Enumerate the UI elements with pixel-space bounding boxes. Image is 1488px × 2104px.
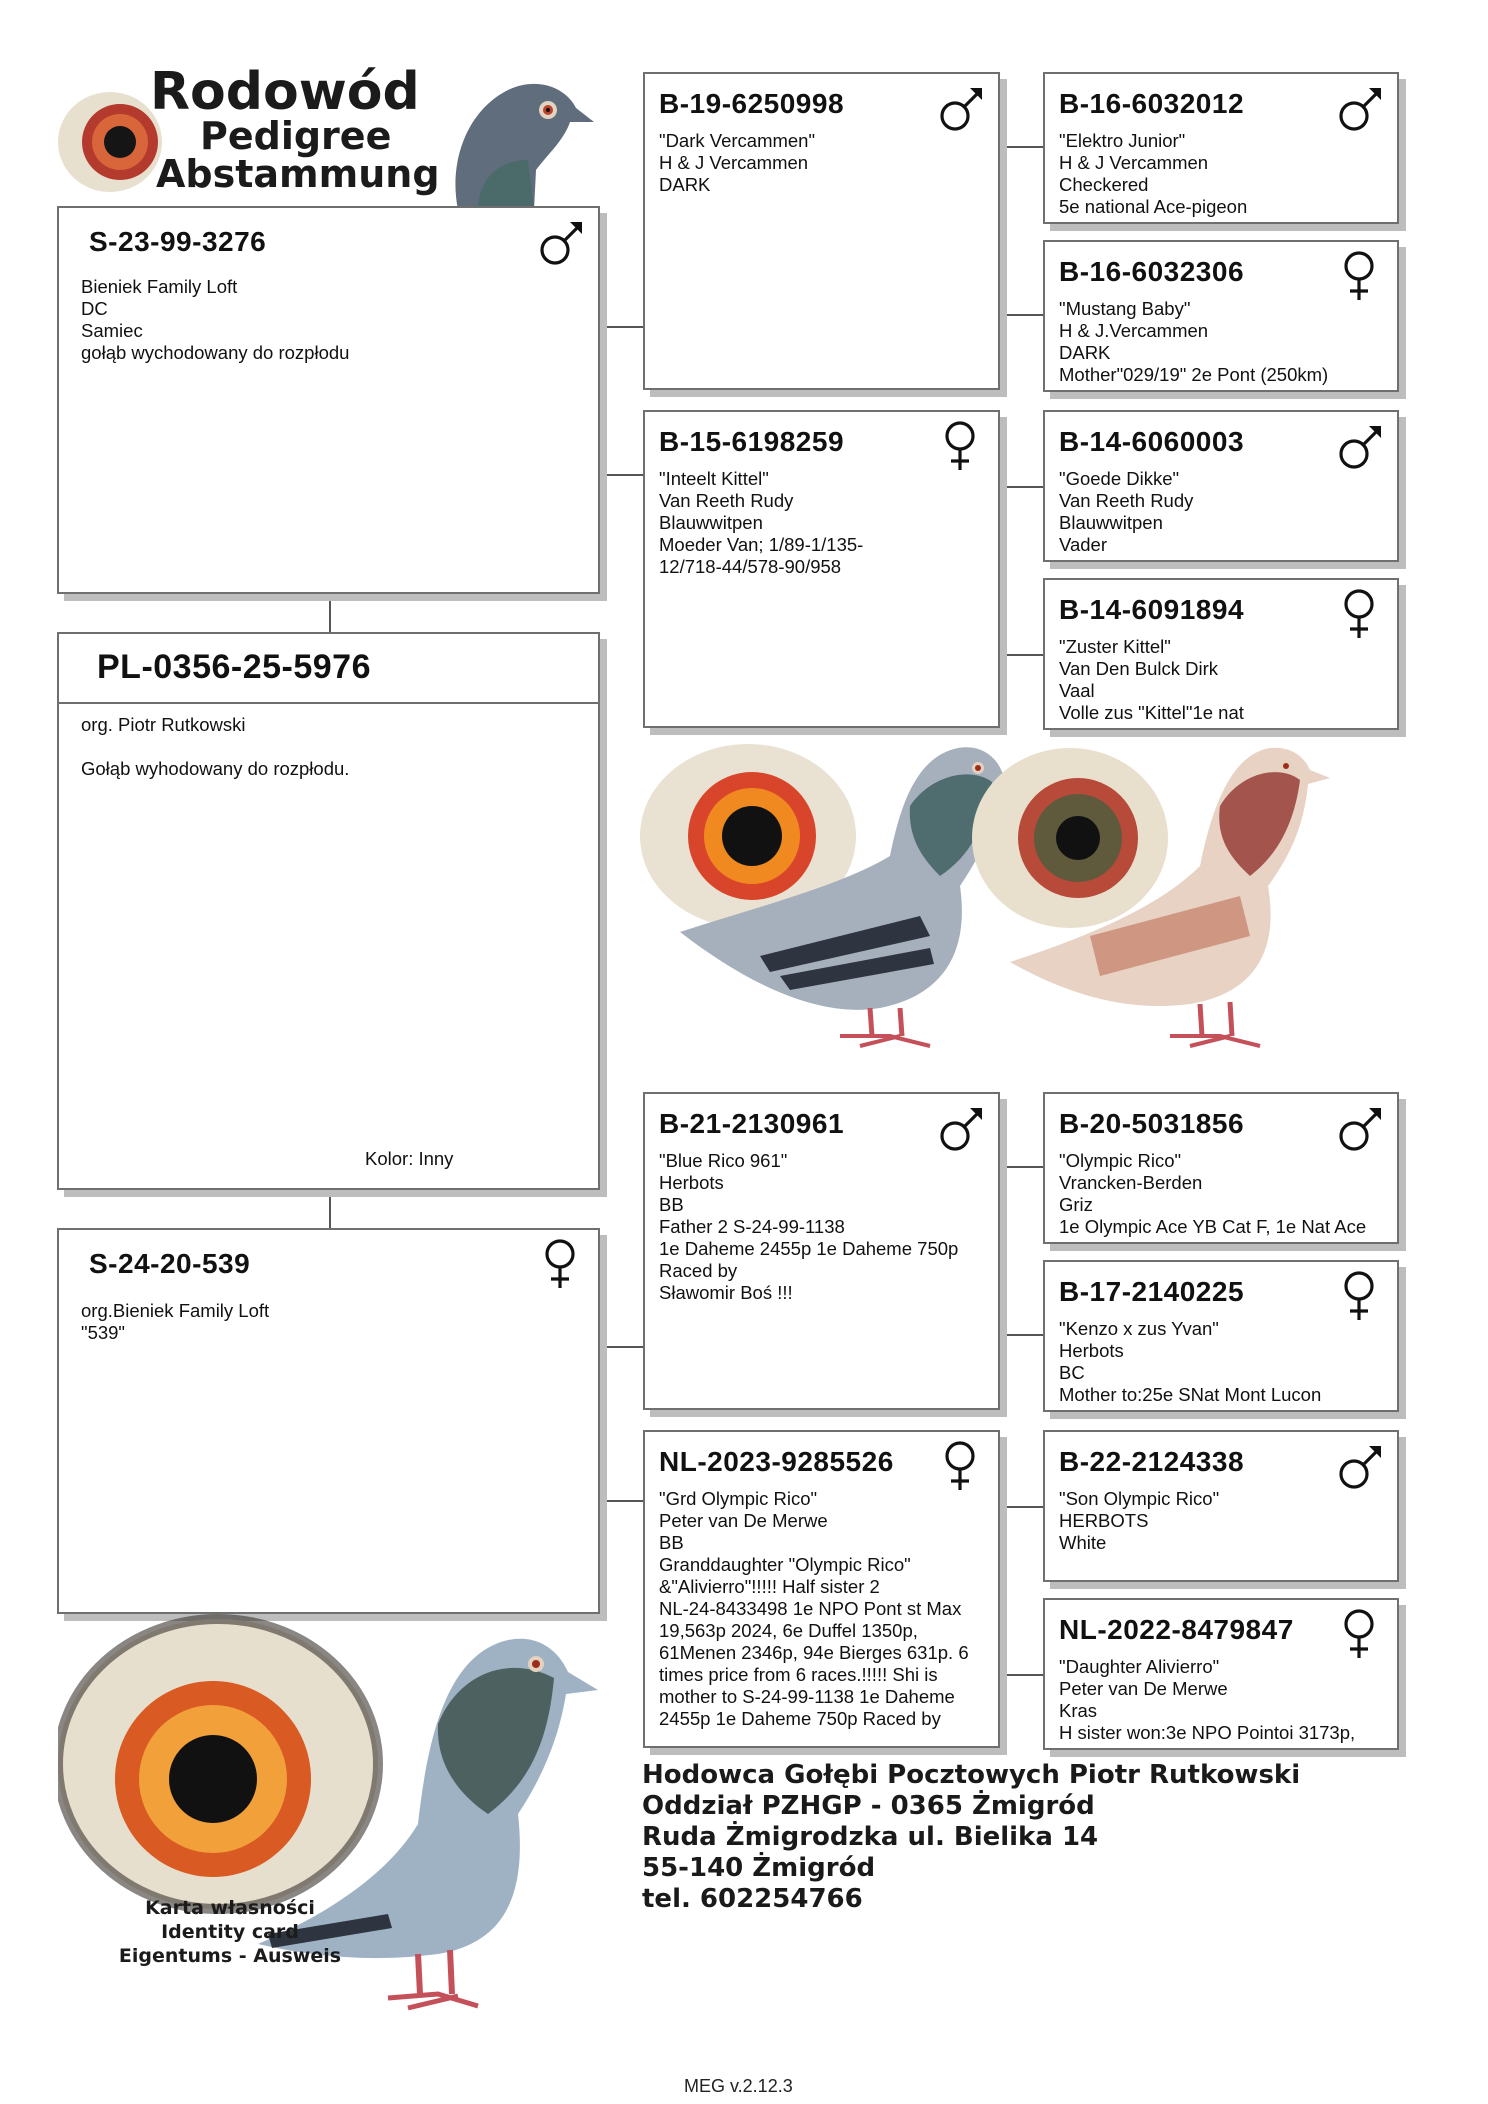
father-card[interactable] bbox=[57, 206, 600, 594]
connector bbox=[599, 1500, 643, 1502]
pigeon-details: "Zuster Kittel" Van Den Bulck Dirk Vaal Volle zus "Kittel"1e nat bbox=[1059, 636, 1244, 723]
connector bbox=[999, 1166, 1043, 1168]
connector bbox=[329, 594, 331, 632]
mother-card[interactable] bbox=[57, 1228, 600, 1614]
divider bbox=[59, 702, 598, 704]
pigeon-details: "Kenzo x zus Yvan" Herbots BC Mother to:25e SNat Mont Lucon bbox=[1059, 1318, 1322, 1405]
mmf-card[interactable] bbox=[1043, 1430, 1399, 1582]
pigeon-details: "Olympic Rico" Vrancken-Berden Griz 1e Olympic Ace YB Cat F, 1e Nat Ace bbox=[1059, 1150, 1367, 1237]
female-icon bbox=[536, 1236, 584, 1292]
mmm-card[interactable] bbox=[1043, 1598, 1399, 1750]
male-icon bbox=[936, 1100, 984, 1156]
ring-number: B-16-6032306 bbox=[1059, 256, 1245, 287]
ffm-card[interactable] bbox=[1043, 240, 1399, 392]
title-pl: Rodowód bbox=[150, 62, 420, 122]
connector bbox=[599, 326, 643, 328]
fm-card[interactable] bbox=[643, 410, 1000, 728]
pigeon-details: "Blue Rico 961" Herbots BB Father 2 S-24-99-1138 1e Daheme 2455p 1e Daheme 750p Raced by Sławomir Boś !!! bbox=[659, 1150, 959, 1303]
female-icon bbox=[936, 1438, 984, 1494]
ring-number: NL-2023-9285526 bbox=[659, 1446, 894, 1477]
male-icon bbox=[1335, 80, 1383, 136]
ring-number: B-17-2140225 bbox=[1059, 1276, 1245, 1307]
breeder-address: Hodowca Gołębi Pocztowych Piotr Rutkowski Oddział PZHGP - 0365 Żmigród Ruda Żmigrodzka ul. Bielika 14 55-140 Żmigród tel. 602254766 bbox=[642, 1760, 1301, 1914]
male-icon bbox=[936, 80, 984, 136]
connector bbox=[999, 1674, 1043, 1676]
pigeon-details: "Son Olympic Rico" HERBOTS White bbox=[1059, 1488, 1220, 1553]
connector bbox=[999, 314, 1043, 316]
ff-card[interactable] bbox=[643, 72, 1000, 390]
ring-number: B-21-2130961 bbox=[659, 1108, 845, 1139]
eye-icon bbox=[58, 1619, 378, 1909]
eye-icon bbox=[972, 748, 1168, 928]
pigeon-details: "Dark Vercammen" H & J Vercammen DARK bbox=[659, 130, 816, 195]
title-de: Abstammung bbox=[156, 152, 440, 196]
connector bbox=[999, 146, 1043, 148]
fmf-card[interactable] bbox=[1043, 410, 1399, 562]
fmm-card[interactable] bbox=[1043, 578, 1399, 730]
version-label: MEG v.2.12.3 bbox=[684, 2076, 793, 2096]
male-icon bbox=[1335, 1438, 1383, 1494]
ring-number: B-16-6032012 bbox=[1059, 88, 1245, 119]
pigeon-details: Bieniek Family Loft DC Samiec gołąb wychodowany do rozpłodu bbox=[81, 276, 350, 363]
ring-number: S-23-99-3276 bbox=[89, 226, 267, 257]
male-icon bbox=[536, 214, 584, 270]
ring-number: B-20-5031856 bbox=[1059, 1108, 1245, 1139]
connector bbox=[999, 654, 1043, 656]
male-icon bbox=[1335, 1100, 1383, 1156]
color-label: Kolor: Inny bbox=[365, 1148, 454, 1169]
pigeon-details: "Grd Olympic Rico" Peter van De Merwe BB Granddaughter "Olympic Rico" &"Alivierro"!!!!! Half sister 2 NL-24-8433498 1e NPO Pont st Max 19,563p 2024, 6e Duffel 1350p, 61Menen 2346p, 94e Bierges 631p. 6 times price from 6 races.!!!!! Shi is mother to S-24-99-1138 1e Daheme 2455p 1e Daheme 750p Raced by bbox=[659, 1488, 969, 1729]
ring-number: B-14-6060003 bbox=[1059, 426, 1245, 457]
pigeon-details: "Mustang Baby" H & J.Vercammen DARK Mother"029/19" 2e Pont (250km) bbox=[1059, 298, 1329, 385]
female-icon bbox=[1335, 1606, 1383, 1662]
ring-number: B-14-6091894 bbox=[1059, 594, 1245, 625]
ring-number: S-24-20-539 bbox=[89, 1248, 251, 1279]
ring-number: NL-2022-8479847 bbox=[1059, 1614, 1294, 1645]
mfm-card[interactable] bbox=[1043, 1260, 1399, 1412]
mff-card[interactable] bbox=[1043, 1092, 1399, 1244]
pigeon-details: "Daughter Alivierro" Peter van De Merwe Kras H sister won:3e NPO Pointoi 3173p, bbox=[1059, 1656, 1356, 1743]
ring-number: B-15-6198259 bbox=[659, 426, 845, 457]
identity-card-label: Karta własności Identity card Eigentums - Ausweis bbox=[118, 1897, 342, 1967]
connector bbox=[999, 1506, 1043, 1508]
male-icon bbox=[1335, 418, 1383, 474]
pigeon-details: "Elektro Junior" H & J Vercammen Checkered 5e national Ace-pigeon bbox=[1059, 130, 1248, 217]
connector bbox=[599, 474, 643, 476]
pigeon-head-icon bbox=[438, 70, 598, 210]
female-icon bbox=[1335, 248, 1383, 304]
pigeon-details: "Goede Dikke" Van Reeth Rudy Blauwwitpen Vader bbox=[1059, 468, 1194, 555]
female-icon bbox=[936, 418, 984, 474]
ring-number: B-19-6250998 bbox=[659, 88, 845, 119]
mf-card[interactable] bbox=[643, 1092, 1000, 1410]
female-icon bbox=[1335, 1268, 1383, 1324]
pigeon-details: org.Bieniek Family Loft "539" bbox=[81, 1300, 270, 1343]
logo-area bbox=[58, 62, 598, 212]
connector bbox=[999, 1334, 1043, 1336]
pigeon-details: "Inteelt Kittel" Van Reeth Rudy Blauwwitpen Moeder Van; 1/89-1/135- 12/718-44/578-90/958 bbox=[659, 468, 864, 577]
subject-card[interactable] bbox=[57, 632, 600, 1190]
ring-number: B-22-2124338 bbox=[1059, 1446, 1245, 1477]
connector bbox=[599, 1346, 643, 1348]
parent-pigeons-photo bbox=[640, 736, 1400, 1080]
connector bbox=[999, 486, 1043, 488]
identity-card-image bbox=[58, 1614, 603, 2034]
female-icon bbox=[1335, 586, 1383, 642]
title-en: Pedigree bbox=[200, 114, 392, 158]
connector bbox=[329, 1190, 331, 1228]
ring-number: PL-0356-25-5976 bbox=[97, 648, 372, 686]
fff-card[interactable] bbox=[1043, 72, 1399, 224]
pigeon-details: org. Piotr Rutkowski Gołąb wyhodowany do rozpłodu. bbox=[81, 714, 350, 779]
mm-card[interactable] bbox=[643, 1430, 1000, 1748]
